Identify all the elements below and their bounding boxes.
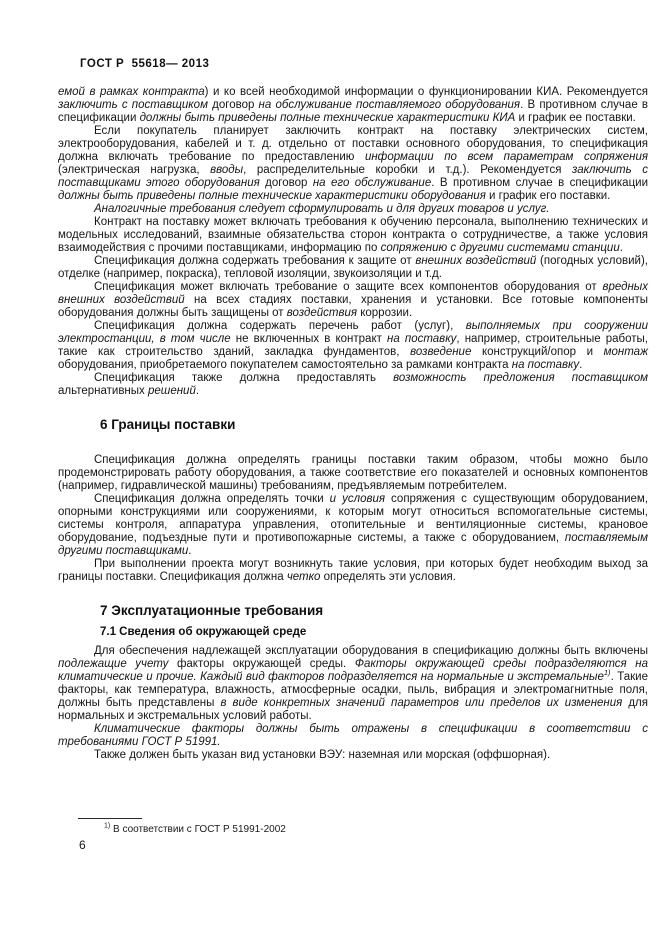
paragraph	[58, 86, 648, 125]
text-run: не включенных в контракт	[230, 333, 388, 345]
page-number: 6	[79, 838, 86, 852]
paragraph	[58, 645, 648, 723]
italic-run: поставляемым другими поставщиками	[58, 532, 648, 557]
footnote-reference: 1)	[603, 668, 611, 678]
text-run: , например, строительные работы, такие как строительство зданий, закладка фундаментов,	[58, 333, 648, 358]
text-run: Спецификация должна содержать требования к защите от	[94, 255, 416, 267]
subsection-heading: 7.1 Сведения об окружающей среде	[100, 626, 307, 638]
text-run: Если покупатель планирует заключить контракт на поставку электрических систем, электрооборудования, кабелей и т. д. отдельно от поставки основного оборудования, то спецификация должна включать требование по предоставлению	[58, 125, 648, 163]
text-run: сопряжения с существующим оборудованием, опорными конструкциями или сооружениями, к которым могут относиться вспомогательные системы, системы контроля, аппаратура управления, отопительные и вентиляционные системы, крановое оборудование, подъездные пути и противопожарные системы, а также с оборудованием,	[58, 493, 649, 544]
paragraph	[58, 558, 648, 584]
text-run: для нормальных и экстремальных условий работы.	[58, 697, 648, 722]
italic-run: подлежащие учету	[58, 658, 169, 670]
text-run: Также должен быть указан вид установки ВЭУ: наземная или морская (оффшорная).	[94, 749, 551, 761]
italic-run: на поставку	[387, 333, 457, 345]
italic-run: внешних воздействий	[415, 255, 537, 267]
italic-run: монтаж	[603, 346, 648, 358]
text-run: Контракт на поставку может включать требования к обучению персонала, выполнению технических и модельных исследований, взаимные обязательства сторон контракта о сотрудничестве, а также условия взаимодействия с прочими поставщиками, информацию по	[58, 216, 648, 254]
text-run: .	[579, 359, 583, 371]
text-run: Спецификация должна определять границы поставки таким образом, чтобы можно было продемонстрировать работу оборудования, а также соответствие его показателей и основных компонентов (например, гидравлической машины) требованиям, предъявляемым потребителем.	[58, 454, 648, 492]
paragraph	[58, 454, 648, 493]
italic-run: сопряжению с другими системами станции	[380, 242, 620, 254]
italic-run: четко	[286, 571, 321, 583]
text-run: При выполнении проекта могут возникнуть такие условия, при которых будет необходим выход за границы поставки. Спецификация должна	[58, 558, 648, 583]
paragraph	[58, 749, 648, 762]
italic-run: на поставку	[511, 359, 580, 371]
text-run: на всех стадиях поставки, хранения и установки. Все готовые компоненты оборудования должны быть защищены от	[58, 294, 648, 319]
text-run: договор	[259, 177, 313, 189]
text-run: Спецификация должна содержать перечень работ (услуг),	[94, 320, 466, 332]
italic-run: на его обслуживание	[312, 177, 432, 189]
italic-run: Факторы окружающей среды подразделяются на климатические и прочие. Каждый вид факторов подразделяется на нормальные и экстремальные	[58, 658, 648, 683]
text-run: .	[619, 242, 623, 254]
text-run: , распределительные коробки и т.д.). Рекомендуется	[243, 164, 573, 176]
paragraph	[58, 320, 648, 372]
paragraph	[58, 125, 648, 203]
text-run: . В противном случае в спецификации	[58, 99, 649, 124]
section-heading: 6 Границы поставки	[100, 417, 236, 432]
italic-run: выполняемых при сооружении электростанции, в том числе	[58, 320, 648, 345]
text-run: определять эти условия.	[320, 571, 456, 583]
text-run: Спецификация должна определять точки	[94, 493, 330, 505]
section-heading: 7 Эксплуатационные требования	[100, 603, 324, 618]
italic-run: заключить с поставщиком	[58, 99, 208, 111]
paragraph	[58, 372, 648, 398]
italic-run: на обслуживание поставляемого оборудования	[258, 99, 521, 111]
italic-run: в виде конкретных значений параметров или пределов их изменения	[220, 697, 623, 709]
text-run: (погодных условий), отделке (например, покраска), тепловой изоляции, звукоизоляции и т.д.	[58, 255, 648, 280]
footnote-text	[78, 824, 286, 836]
paragraph	[58, 723, 648, 749]
paragraph	[58, 216, 648, 255]
text-run: факторы окружающей среды.	[168, 658, 355, 670]
paragraph	[58, 255, 648, 281]
italic-run: заключить с поставщиками этого оборудования	[58, 164, 648, 189]
text-run: . В противном случае в спецификации	[431, 177, 649, 189]
italic-run: должны быть приведены полные технические характеристики КИА	[139, 112, 516, 124]
italic-run: информации по всем параметрам сопряжения	[364, 151, 649, 163]
running-header: ГОСТ Р 55618— 2013	[80, 58, 210, 70]
italic-run: Климатические факторы должны быть отражены в спецификации в соответствии с требованиями ГОСТ Р 51991.	[58, 723, 648, 748]
document-body	[58, 86, 648, 762]
text-run: ) и ко всей необходимой информации о функционировании КИА. Рекомендуется	[204, 86, 648, 98]
text-run: .	[188, 545, 192, 557]
footnote-separator	[78, 818, 142, 819]
italic-run: вводы	[210, 164, 244, 176]
text-run: оборудования, приобретаемого покупателем самостоятельно за рамками контракта	[58, 359, 512, 371]
italic-run: вредных внешних воздействий	[58, 281, 648, 306]
paragraph	[58, 203, 648, 216]
italic-run: должны быть приведены полные технические характеристики оборудования	[58, 190, 486, 202]
italic-run: возведение	[410, 346, 472, 358]
text-run: Спецификация также должна предоставлять	[94, 372, 394, 384]
italic-run: решений	[147, 385, 196, 397]
text-run: договор	[207, 99, 259, 111]
footnote-area	[78, 818, 286, 836]
text-run: конструкций/опор и	[471, 346, 604, 358]
text-run: . Такие факторы, как температура, влажность, атмосферные осадки, пыль, вибрация и электромагнитные поля, должны быть представлены	[58, 671, 648, 709]
text-run: .	[195, 385, 200, 397]
text-run: коррозии.	[357, 307, 413, 319]
paragraph	[58, 281, 648, 320]
text-run: и график ее поставки.	[515, 112, 636, 124]
text-run: (электрическая нагрузка,	[58, 164, 211, 176]
text-run: Для обеспечения надлежащей эксплуатации оборудования в спецификацию должны быть включены	[94, 645, 648, 657]
italic-run: и условия	[329, 493, 386, 505]
italic-run: возможность предложения поставщиком	[393, 372, 648, 384]
italic-run: Аналогичные требования следует сформулировать и для других товаров и услуг.	[94, 203, 550, 215]
text-run: Спецификация может включать требование о защите всех компонентов оборудования от	[94, 281, 603, 293]
footnote-marker: 1)	[104, 822, 111, 830]
text-run: и график его поставки.	[485, 190, 611, 202]
italic-run: воздействия	[286, 307, 358, 319]
italic-run: емой в рамках контракта	[58, 86, 205, 98]
paragraph	[58, 493, 648, 558]
text-run: альтернативных	[58, 385, 148, 397]
footnote-body: В соответствии с ГОСТ Р 51991-2002	[113, 824, 286, 835]
